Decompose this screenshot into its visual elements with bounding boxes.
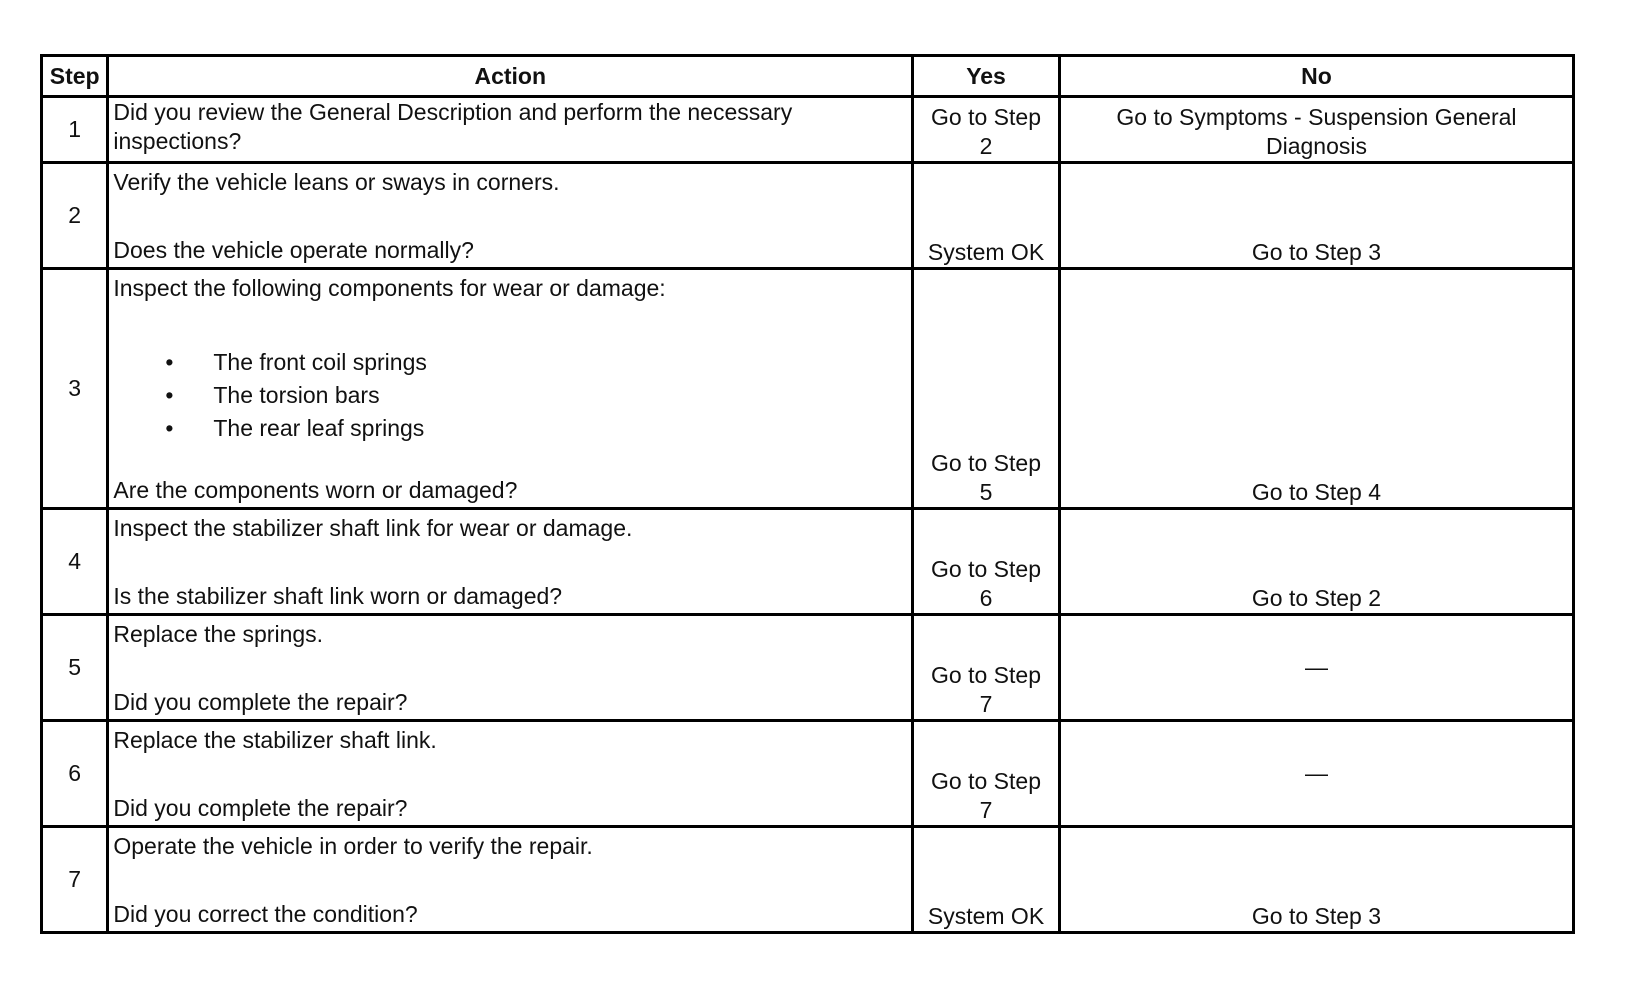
no-text: —: [1304, 760, 1328, 786]
yes-text: Go to Step 7: [931, 662, 1041, 717]
table-row: [42, 163, 1574, 269]
header-action: Action: [108, 56, 913, 97]
yes-cell: [913, 163, 1060, 269]
no-text: Go to Step 3: [1251, 239, 1382, 265]
no-text: Go to Step 4: [1251, 479, 1382, 505]
action-cell: [108, 97, 913, 163]
action-text: Replace the springs.: [113, 621, 324, 647]
action-cell: [108, 721, 913, 827]
action-cell: [108, 509, 913, 615]
yes-cell: [913, 97, 1060, 163]
action-cell: [108, 827, 913, 933]
table-row: [42, 721, 1574, 827]
step-number: 3: [42, 269, 108, 509]
no-cell: [1059, 827, 1573, 933]
step-number: 5: [42, 615, 108, 721]
yes-cell: [913, 509, 1060, 615]
yes-text: Go to Step 2: [931, 104, 1041, 159]
yes-text: Go to Step 7: [931, 768, 1041, 823]
list-item: • The torsion bars: [165, 379, 426, 412]
action-text: Operate the vehicle in order to verify the repair.: [113, 833, 593, 859]
header-no: No: [1059, 56, 1573, 97]
bullet-icon: •: [165, 415, 174, 441]
no-text: —: [1304, 654, 1328, 680]
step-number: 2: [42, 163, 108, 269]
yes-cell: [913, 721, 1060, 827]
action-text: Did you review the General Description and perform the necessary inspections?: [113, 99, 793, 154]
component-list: [113, 346, 426, 445]
step-number: 4: [42, 509, 108, 615]
table-row: [42, 269, 1574, 509]
list-item: • The rear leaf springs: [165, 412, 426, 445]
yes-cell: [913, 615, 1060, 721]
no-cell: [1059, 509, 1573, 615]
no-cell: [1059, 97, 1573, 163]
table-row: [42, 97, 1574, 163]
question-text: Does the vehicle operate normally?: [113, 237, 474, 263]
no-text: Go to Step 2: [1251, 585, 1382, 611]
step-number: 7: [42, 827, 108, 933]
action-cell: [108, 163, 913, 269]
yes-text: System OK: [927, 903, 1045, 929]
yes-text: Go to Step 5: [931, 450, 1041, 505]
yes-text: Go to Step 6: [931, 556, 1041, 611]
question-text: Are the components worn or damaged?: [113, 477, 518, 503]
question-text: Did you correct the condition?: [113, 901, 418, 927]
header-yes: Yes: [913, 56, 1060, 97]
question-text: Did you complete the repair?: [113, 795, 408, 821]
list-item: • The front coil springs: [165, 346, 426, 379]
action-cell: [108, 615, 913, 721]
action-text: Inspect the following components for wear or damage:: [113, 275, 666, 301]
table-row: [42, 615, 1574, 721]
step-number: 1: [42, 97, 108, 163]
header-step: Step: [42, 56, 108, 97]
table-row: [42, 827, 1574, 933]
no-cell: [1059, 269, 1573, 509]
action-text: Verify the vehicle leans or sways in corners.: [113, 169, 560, 195]
no-text: Go to Step 3: [1251, 903, 1382, 929]
table-row: [42, 509, 1574, 615]
header-row: [42, 56, 1574, 97]
yes-text: System OK: [927, 239, 1045, 265]
step-number: 6: [42, 721, 108, 827]
question-text: Did you complete the repair?: [113, 689, 408, 715]
no-cell: [1059, 615, 1573, 721]
action-cell: [108, 269, 913, 509]
no-cell: [1059, 721, 1573, 827]
action-text: Inspect the stabilizer shaft link for wear or damage.: [113, 515, 633, 541]
no-cell: [1059, 163, 1573, 269]
yes-cell: [913, 827, 1060, 933]
no-text: Go to Symptoms - Suspension General Diagnosis: [1116, 104, 1517, 159]
action-text: Replace the stabilizer shaft link.: [113, 727, 437, 753]
question-text: Is the stabilizer shaft link worn or damaged?: [113, 583, 563, 609]
bullet-icon: •: [165, 349, 174, 375]
diagnostic-table: [40, 54, 1575, 934]
yes-cell: [913, 269, 1060, 509]
bullet-icon: •: [165, 382, 174, 408]
